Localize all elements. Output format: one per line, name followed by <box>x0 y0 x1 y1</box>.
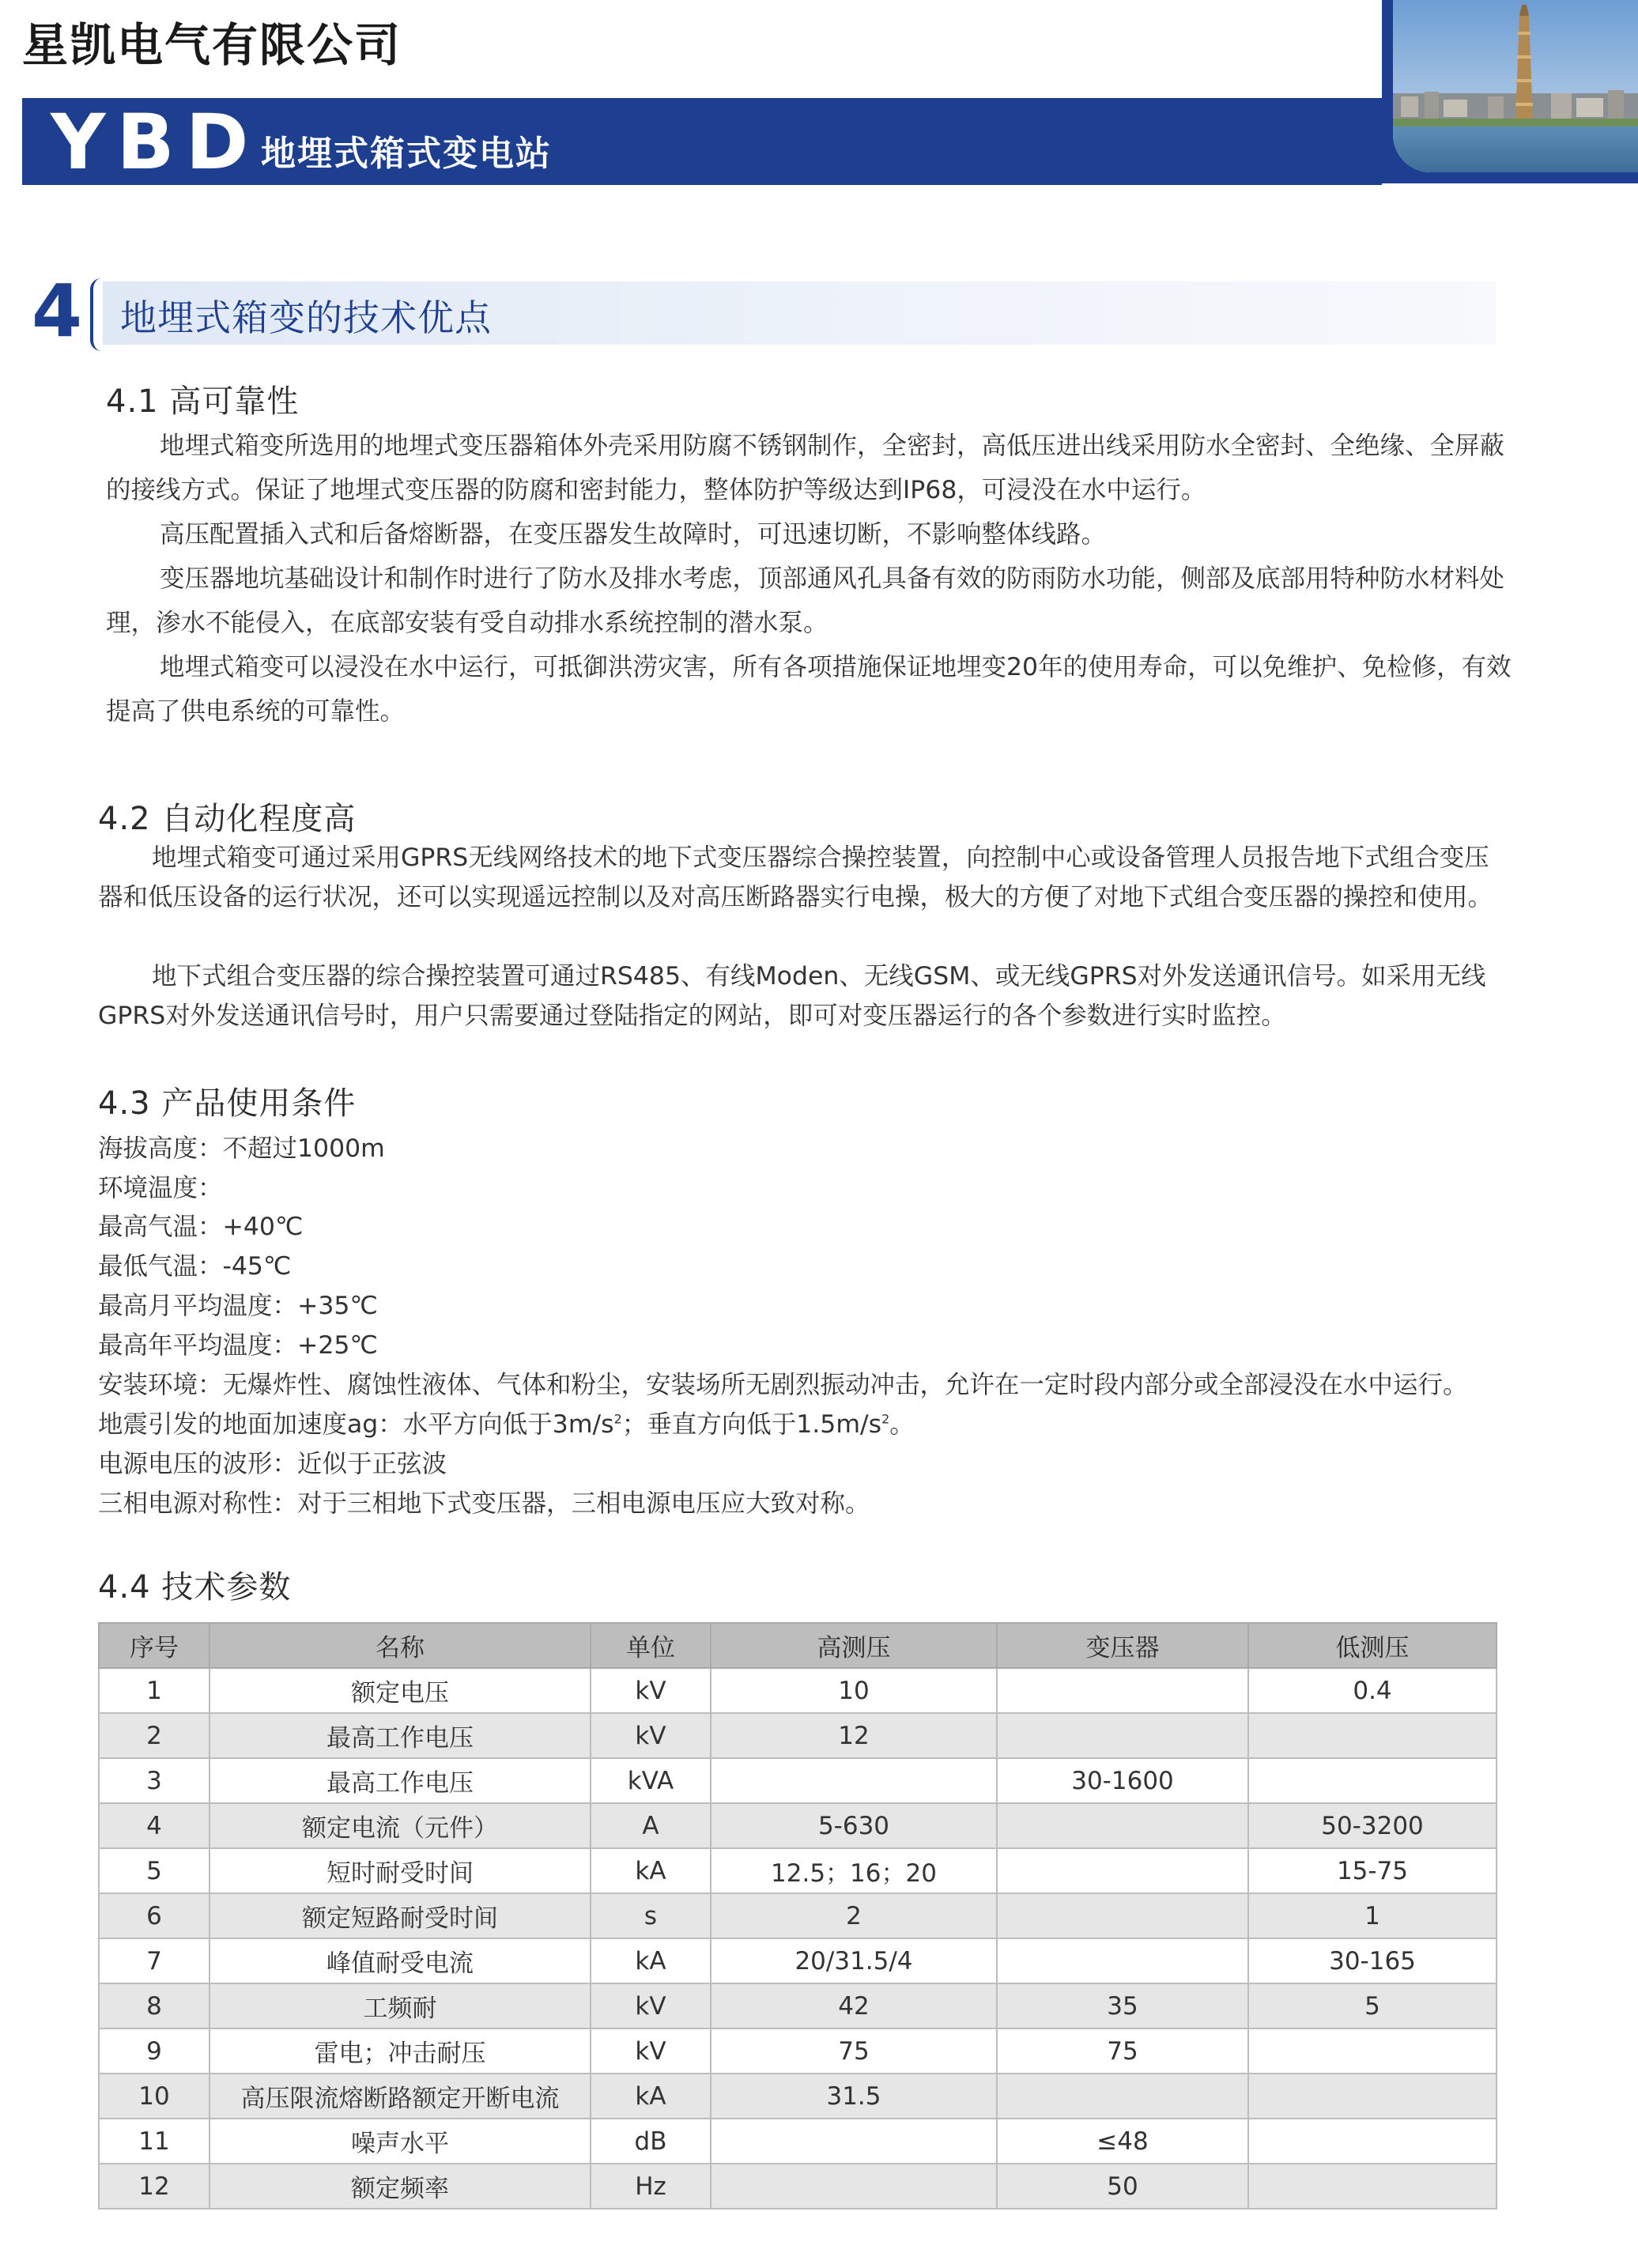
condition-max-monthly: 最高月平均温度：+35℃ <box>98 1292 378 1320</box>
para-4-1-2 <box>106 512 1521 557</box>
company-name: 星凯电气有限公司 <box>22 18 402 72</box>
table-cell: 1 <box>1248 1893 1496 1938</box>
table-cell: 0.4 <box>1248 1668 1496 1713</box>
table-cell <box>1248 2028 1496 2074</box>
col-header: 低测压 <box>1248 1623 1496 1668</box>
table-header-row <box>99 1623 1496 1668</box>
table-cell: 4 <box>99 1803 209 1848</box>
table-cell: kA <box>591 1848 711 1893</box>
table-cell: 30-1600 <box>997 1758 1248 1803</box>
table-row <box>99 1713 1496 1758</box>
table-cell <box>1248 2074 1496 2119</box>
section-title: 地埋式箱变的技术优点 <box>120 296 492 339</box>
table-cell: 12 <box>99 2164 209 2209</box>
table-cell: 短时耐受时间 <box>209 1848 591 1893</box>
table-cell: 3 <box>99 1758 209 1803</box>
table-row <box>99 2164 1496 2209</box>
table-cell: 75 <box>711 2028 997 2074</box>
table-cell: 30-165 <box>1248 1938 1496 1983</box>
table-cell: ≤48 <box>997 2119 1248 2164</box>
table-cell: 2 <box>99 1713 209 1758</box>
table-cell: kA <box>591 2074 711 2119</box>
table-cell: 10 <box>99 2074 209 2119</box>
table-cell: 5 <box>1248 1983 1496 2028</box>
col-header: 单位 <box>591 1623 711 1668</box>
section-header <box>32 269 1496 353</box>
table-cell <box>997 2074 1248 2119</box>
table-cell <box>997 1938 1248 1983</box>
para-4-1-4 <box>106 645 1521 734</box>
table-cell: 35 <box>997 1983 1248 2028</box>
table-cell: kV <box>591 1713 711 1758</box>
table-cell <box>997 1848 1248 1893</box>
table-cell: 额定电流（元件） <box>209 1803 591 1848</box>
table-cell: 6 <box>99 1893 209 1938</box>
seismic-prefix: 地震引发的地面加速度ag：水平方向低于3m/s <box>98 1410 614 1439</box>
table-row <box>99 2028 1496 2074</box>
table-row <box>99 1983 1496 2028</box>
table-cell: 15-75 <box>1248 1848 1496 1893</box>
table-cell: kV <box>591 2028 711 2074</box>
table-cell: 7 <box>99 1938 209 1983</box>
table-cell: kV <box>591 1983 711 2028</box>
table-cell: 最高工作电压 <box>209 1758 591 1803</box>
table-cell: 11 <box>99 2119 209 2164</box>
table-cell: kV <box>591 1668 711 1713</box>
table-row <box>99 2074 1496 2119</box>
table-cell: 12 <box>711 1713 997 1758</box>
table-row <box>99 1848 1496 1893</box>
heading-4-2: 4.2 自动化程度高 <box>98 801 357 837</box>
table-cell: dB <box>591 2119 711 2164</box>
table-cell: 额定短路耐受时间 <box>209 1893 591 1938</box>
table-cell: 工频耐 <box>209 1983 591 2028</box>
tech-params-table <box>98 1622 1497 2210</box>
skyline-photo <box>1393 0 1638 172</box>
table-cell: A <box>591 1803 711 1848</box>
condition-install-env: 安装环境：无爆炸性、腐蚀性液体、气体和粉尘，安装场所无剧烈振动冲击，允许在一定时段内部分或全部浸没在水中运行。 <box>98 1371 1468 1399</box>
para-text: 高压配置插入式和后备熔断器，在变压器发生故障时，可迅速切断，不影响整体线路。 <box>160 520 1107 549</box>
table-cell: 1 <box>99 1668 209 1713</box>
para-text: 地下式组合变压器的综合操控装置可通过RS485、有线Moden、无线GSM、或无线GPRS对外发送通讯信号。如采用无线GPRS对外发送通讯信号时，用户只需要通过登陆指定的网站，即可对变压器运行的各个参数进行实时监控。 <box>98 962 1486 1030</box>
col-header: 变压器 <box>997 1623 1248 1668</box>
skyline-image <box>1393 0 1638 172</box>
para-text: 地埋式箱变所选用的地埋式变压器箱体外壳采用防腐不锈钢制作，全密封，高低压进出线采用防水全密封、全绝缘、全屏蔽的接线方式。保证了地埋式变压器的防腐和密封能力，整体防护等级达到IP68，可浸没在水中运行。 <box>106 432 1505 504</box>
table-cell <box>1248 1758 1496 1803</box>
table-cell <box>997 1668 1248 1713</box>
table-cell: 42 <box>711 1983 997 2028</box>
para-4-1-3 <box>106 557 1521 645</box>
condition-seismic <box>98 1405 915 1440</box>
table-cell <box>1248 1713 1496 1758</box>
section-bracket <box>90 278 111 351</box>
table-cell: 雷电；冲击耐压 <box>209 2028 591 2074</box>
table-cell <box>1248 2164 1496 2209</box>
table-cell <box>997 1893 1248 1938</box>
table-cell: 2 <box>711 1893 997 1938</box>
condition-max-temp: 最高气温：+40℃ <box>98 1213 304 1241</box>
condition-waveform: 电源电压的波形：近似于正弦波 <box>98 1450 447 1478</box>
model-code: YBD <box>51 98 260 187</box>
table-cell: 75 <box>997 2028 1248 2074</box>
seismic-sup: 2 <box>613 1411 622 1427</box>
table-cell: 噪声水平 <box>209 2119 591 2164</box>
table-cell <box>997 1713 1248 1758</box>
section-number: 4 <box>32 269 83 353</box>
table-row <box>99 2119 1496 2164</box>
product-title: 地埋式箱式变电站 <box>261 134 552 174</box>
para-text: 变压器地坑基础设计和制作时进行了防水及排水考虑，顶部通风孔具备有效的防雨防水功能，侧部及底部用特种防水材料处理，渗水不能侵入，在底部安装有受自动排水系统控制的潜水泵。 <box>106 564 1505 637</box>
table-cell: Hz <box>591 2164 711 2209</box>
table-cell: 峰值耐受电流 <box>209 1938 591 1983</box>
table-cell: 额定电压 <box>209 1668 591 1713</box>
condition-ambient: 环境温度： <box>98 1174 223 1202</box>
table-cell: 50-3200 <box>1248 1803 1496 1848</box>
condition-altitude: 海拔高度：不超过1000m <box>98 1134 385 1163</box>
seismic-sup: 2 <box>881 1411 890 1427</box>
table-cell <box>1248 2119 1496 2164</box>
seismic-suffix: 。 <box>889 1410 915 1439</box>
table-cell: 9 <box>99 2028 209 2074</box>
table-row <box>99 1938 1496 1983</box>
table-cell: 50 <box>997 2164 1248 2209</box>
seismic-middle: ；垂直方向低于1.5m/s <box>621 1410 882 1439</box>
table-cell: 额定频率 <box>209 2164 591 2209</box>
col-header: 序号 <box>99 1623 209 1668</box>
table-cell: 31.5 <box>711 2074 997 2119</box>
table-cell: s <box>591 1893 711 1938</box>
table-cell: 10 <box>711 1668 997 1713</box>
table-cell: 5 <box>99 1848 209 1893</box>
table-cell: 5-630 <box>711 1803 997 1848</box>
heading-4-4: 4.4 技术参数 <box>98 1569 292 1606</box>
para-4-1-1 <box>106 424 1521 512</box>
table-cell <box>997 1803 1248 1848</box>
table-cell: 12.5；16；20 <box>711 1848 997 1893</box>
col-header: 名称 <box>209 1623 591 1668</box>
table-cell: 最高工作电压 <box>209 1713 591 1758</box>
heading-4-1: 4.1 高可靠性 <box>106 383 300 420</box>
condition-min-temp: 最低气温：-45℃ <box>98 1252 292 1281</box>
heading-4-3: 4.3 产品使用条件 <box>98 1085 357 1122</box>
para-4-2-1 <box>98 838 1497 917</box>
condition-max-yearly: 最高年平均温度：+25℃ <box>98 1331 378 1360</box>
condition-symmetry: 三相电源对称性：对于三相地下式变压器，三相电源电压应大致对称。 <box>98 1489 870 1518</box>
table-row <box>99 1758 1496 1803</box>
table-cell <box>711 2119 997 2164</box>
table-cell: 8 <box>99 1983 209 2028</box>
product-banner <box>22 98 1382 185</box>
table-cell <box>711 1758 997 1803</box>
table-cell <box>711 2164 997 2209</box>
table-cell: kVA <box>591 1758 711 1803</box>
col-header: 高测压 <box>711 1623 997 1668</box>
para-4-2-2 <box>98 957 1497 1036</box>
table-cell: kA <box>591 1938 711 1983</box>
table-cell: 高压限流熔断路额定开断电流 <box>209 2074 591 2119</box>
table-row <box>99 1668 1496 1713</box>
para-text: 地埋式箱变可以浸没在水中运行，可抵御洪涝灾害，所有各项措施保证地埋变20年的使用寿命，可以免维护、免检修，有效提高了供电系统的可靠性。 <box>106 653 1512 726</box>
table-row <box>99 1803 1496 1848</box>
para-text: 地埋式箱变可通过采用GPRS无线网络技术的地下式变压器综合操控装置，向控制中心或设备管理人员报告地下式组合变压器和低压设备的运行状况，还可以实现遥远控制以及对高压断路器实行电操，极大的方便了对地下式组合变压器的操控和使用。 <box>98 843 1493 911</box>
table-cell: 20/31.5/4 <box>711 1938 997 1983</box>
table-row <box>99 1893 1496 1938</box>
